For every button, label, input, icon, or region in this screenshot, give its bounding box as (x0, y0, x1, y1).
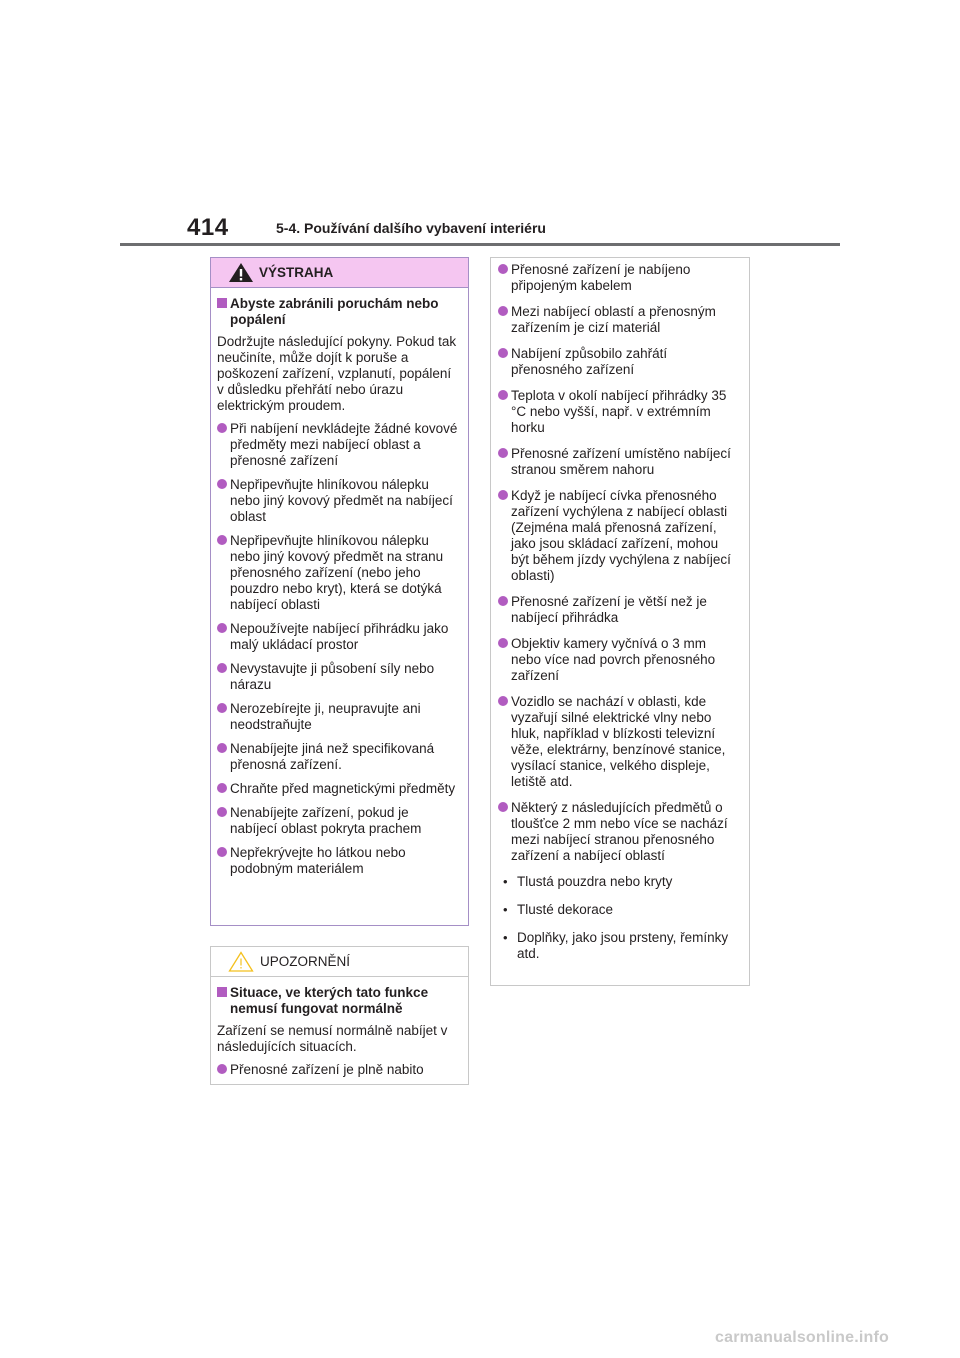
sub-list-item-text: Doplňky, jako jsou prsteny, řemínky atd. (517, 930, 729, 961)
round-bullet-icon (498, 348, 508, 358)
round-bullet-icon (217, 703, 227, 713)
round-bullet-icon (217, 479, 227, 489)
list-item-text: Nerozebírejte ji, neupravujte ani neodstraňujte (230, 701, 421, 732)
header-rule (120, 243, 840, 246)
notice-box (210, 946, 469, 1085)
warning-triangle-icon (228, 262, 254, 283)
list-item (217, 621, 458, 653)
round-bullet-icon (217, 807, 227, 817)
list-item (217, 661, 458, 693)
list-item (498, 446, 739, 478)
round-bullet-icon (217, 623, 227, 633)
round-bullet-icon (217, 535, 227, 545)
round-bullet-icon (498, 490, 508, 500)
notice-header (211, 947, 468, 977)
list-item (217, 1062, 458, 1078)
continuation-list (498, 262, 739, 864)
list-item-text: Když je nabíjecí cívka přenosného zařízení vychýlena z nabíjecí oblasti (Zejména malá přenosná zařízení, jako jsou skládací zařízení, mohou být během jízdy vychýlena z nabíjecí oblasti) (511, 488, 731, 583)
warning-body (211, 288, 468, 877)
list-item (217, 477, 458, 525)
list-item-text: Přenosné zařízení je nabíjeno připojeným kabelem (511, 262, 691, 293)
small-dot-icon: • (503, 874, 508, 889)
watermark: carmanualsonline.info (715, 1329, 890, 1346)
list-item (498, 488, 739, 584)
page-number: 414 (187, 214, 229, 241)
sub-list-item (498, 902, 739, 918)
list-item-text: Nenabíjejte jiná než specifikovaná přenosná zařízení. (230, 741, 435, 772)
notice-heading: Situace, ve kterých tato funkce nemusí fungovat normálně (217, 985, 458, 1017)
list-item-text: Nepoužívejte nabíjecí přihrádku jako malý ukládací prostor (230, 621, 449, 652)
list-item-text: Nepřekrývejte ho látkou nebo podobným materiálem (230, 845, 406, 876)
round-bullet-icon (498, 638, 508, 648)
list-item (217, 845, 458, 877)
list-item (498, 346, 739, 378)
warning-box (210, 257, 469, 926)
list-item-text: Přenosné zařízení je větší než je nabíjecí přihrádka (511, 594, 707, 625)
sub-list-item (498, 930, 739, 962)
list-item (498, 636, 739, 684)
sub-list-item (498, 874, 739, 890)
list-item-text: Teplota v okolí nabíjecí přihrádky 35 °C nebo vyšší, např. v extrémním horku (511, 388, 727, 435)
list-item (498, 262, 739, 294)
round-bullet-icon (498, 306, 508, 316)
list-item (498, 594, 739, 626)
list-item-text: Nepřipevňujte hliníkovou nálepku nebo jiný kovový předmět na nabíjecí oblast (230, 477, 453, 524)
continuation-box (490, 257, 750, 986)
sub-list-item-text: Tlustá pouzdra nebo kryty (517, 874, 673, 889)
round-bullet-icon (498, 696, 508, 706)
sub-list-item-text: Tlusté dekorace (517, 902, 614, 917)
continuation-body (491, 258, 749, 962)
list-item (217, 701, 458, 733)
list-item (217, 781, 458, 797)
round-bullet-icon (498, 264, 508, 274)
round-bullet-icon (217, 423, 227, 433)
list-item-text: Nenabíjejte zařízení, pokud je nabíjecí oblast pokryta prachem (230, 805, 422, 836)
section-title: 5-4. Používání dalšího vybavení interiéru (276, 220, 546, 236)
caution-triangle-icon (228, 951, 254, 972)
small-dot-icon: • (503, 902, 508, 917)
list-item (217, 421, 458, 469)
list-item (217, 805, 458, 837)
round-bullet-icon (217, 783, 227, 793)
list-item (498, 304, 739, 336)
list-item-text: Nabíjení způsobilo zahřátí přenosného zařízení (511, 346, 668, 377)
square-bullet-icon (217, 298, 227, 308)
list-item-text: Chraňte před magnetickými předměty (230, 781, 456, 796)
list-item (498, 388, 739, 436)
notice-body (211, 977, 468, 1078)
round-bullet-icon (498, 802, 508, 812)
warning-title: VÝSTRAHA (259, 265, 334, 280)
continuation-sub-list (498, 874, 739, 962)
list-item-text: Některý z následujících předmětů o tloušťce 2 mm nebo více se nachází mezi nabíjecí stranou přenosného zařízení a nabíjecí oblastí (511, 800, 728, 863)
list-item-text: Přenosné zařízení umístěno nabíjecí stranou směrem nahoru (511, 446, 731, 477)
list-item-text: Při nabíjení nevkládejte žádné kovové předměty mezi nabíjecí oblast a přenosné zařízení (230, 421, 458, 468)
list-item-text: Vozidlo se nachází v oblasti, kde vyzařují silné elektrické vlny nebo hluk, například v blízkosti televizní věže, elektrárny, benzínové stanice, vysílací stanice, velkého displeje, letiště atd. (511, 694, 726, 789)
list-item (217, 741, 458, 773)
list-item-text: Nepřipevňujte hliníkovou nálepku nebo jiný kovový předmět na stranu přenosného zařízení (nebo jeho pouzdro nebo kryt), která se dotýká nabíjecí oblasti (230, 533, 444, 612)
list-item (217, 533, 458, 613)
round-bullet-icon (498, 596, 508, 606)
round-bullet-icon (217, 743, 227, 753)
round-bullet-icon (498, 390, 508, 400)
list-item (498, 800, 739, 864)
small-dot-icon: • (503, 930, 508, 945)
list-item-text: Objektiv kamery vyčnívá o 3 mm nebo více nad povrch přenosného zařízení (511, 636, 716, 683)
round-bullet-icon (217, 1064, 227, 1074)
round-bullet-icon (498, 448, 508, 458)
list-item-text: Mezi nabíjecí oblastí a přenosným zařízením je cizí materiál (511, 304, 716, 335)
notice-title: UPOZORNĚNÍ (260, 954, 351, 969)
warning-list (217, 421, 458, 877)
round-bullet-icon (217, 847, 227, 857)
warning-intro: Dodržujte následující pokyny. Pokud tak neučiníte, může dojít k poruše a poškození zařízení, vzplanutí, popálení v důsledku přehřátí nebo úrazu elektrickým proudem. (217, 334, 457, 413)
warning-header (211, 258, 468, 288)
warning-heading: Abyste zabránili poruchám nebo popálení (217, 296, 458, 328)
list-item (498, 694, 739, 790)
notice-list (217, 1062, 458, 1078)
list-item-text: Nevystavujte ji působení síly nebo nárazu (230, 661, 435, 692)
notice-intro: Zařízení se nemusí normálně nabíjet v následujících situacích. (217, 1023, 448, 1054)
round-bullet-icon (217, 663, 227, 673)
list-item-text: Přenosné zařízení je plně nabito (230, 1062, 424, 1077)
square-bullet-icon (217, 987, 227, 997)
